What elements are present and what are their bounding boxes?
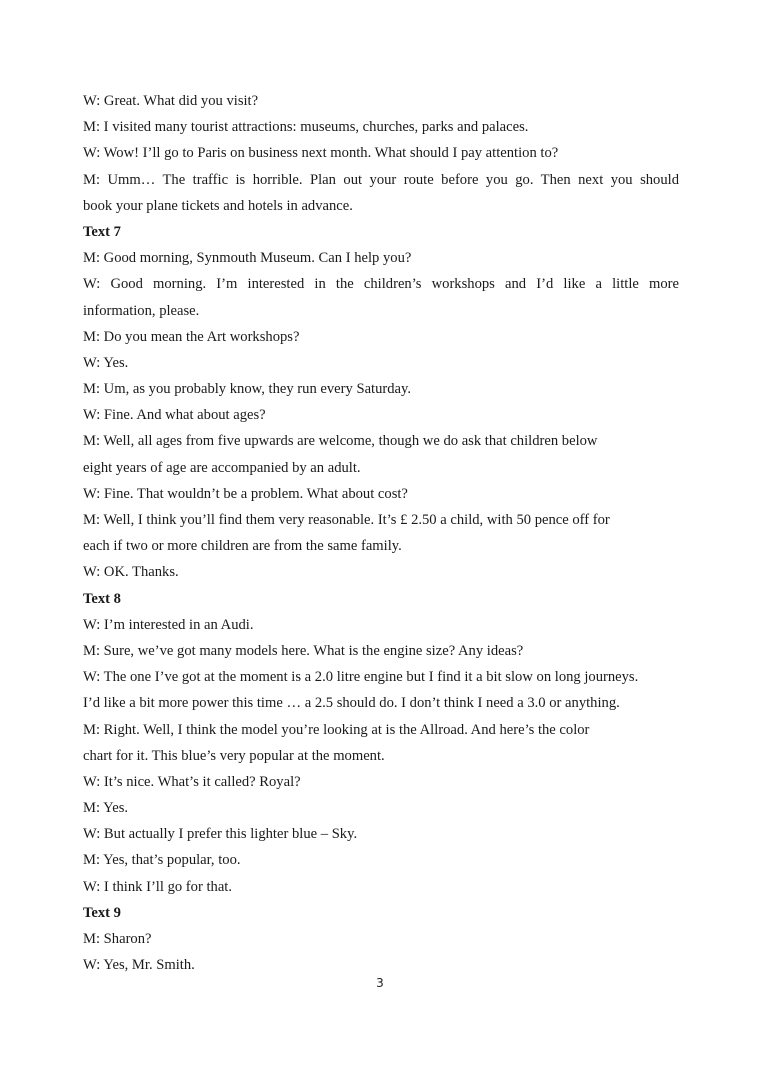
dialogue-line: M: Sharon?: [83, 931, 152, 947]
dialogue-line: W: OK. Thanks.: [83, 564, 179, 581]
dialogue-line: W: Fine. And what about ages?: [83, 407, 266, 424]
dialogue-line: M: Well, I think you’ll find them very reasonable. It’s £ 2.50 a child, with 50 pence off for: [83, 512, 610, 528]
dialogue-line: W: The one I’ve got at the moment is a 2.0 litre engine but I find it a bit slow on long journeys.: [83, 669, 639, 686]
dialogue-line: W: Yes, Mr. Smith.: [83, 957, 195, 974]
dialogue-line: M: Yes, that’s popular, too.: [83, 852, 241, 869]
dialogue-line: eight years of age are accompanied by an adult.: [83, 459, 361, 476]
section-heading-text-7: Text 7: [83, 223, 121, 240]
dialogue-line: information, please.: [83, 302, 200, 319]
section-heading-text-9: Text 9: [83, 904, 121, 921]
dialogue-line: I’d like a bit more power this time … a 2.5 should do. I don’t think I need a 3.0 or anything.: [83, 695, 620, 712]
dialogue-line: M: I visited many tourist attractions: museums, churches, parks and palaces.: [83, 119, 529, 136]
dialogue-line: M: Um, as you probably know, they run every Saturday.: [83, 381, 412, 398]
dialogue-line: W: Yes.: [83, 354, 129, 371]
dialogue-line: W: I think I’ll go for that.: [83, 878, 233, 895]
dialogue-line: W: Good morning. I’m interested in the children’s workshops and I’d like a little more: [83, 276, 679, 293]
section-heading-text-8: Text 8: [83, 590, 121, 607]
dialogue-line: M: Sure, we’ve got many models here. What is the engine size? Any ideas?: [83, 642, 524, 659]
dialogue-line: each if two or more children are from the same family.: [83, 538, 402, 555]
dialogue-line: chart for it. This blue’s very popular at the moment.: [83, 747, 385, 764]
dialogue-line: W: It’s nice. What’s it called? Royal?: [83, 773, 301, 790]
dialogue-line: M: Umm… The traffic is horrible. Plan out your route before you go. Then next you should: [83, 171, 679, 188]
dialogue-line: book your plane tickets and hotels in advance.: [83, 197, 353, 214]
dialogue-line: W: Fine. That wouldn’t be a problem. What about cost?: [83, 485, 408, 502]
dialogue-line: W: Great. What did you visit?: [83, 93, 259, 109]
dialogue-line: W: Wow! I’ll go to Paris on business next month. What should I pay attention to?: [83, 145, 559, 162]
dialogue-line: M: Well, all ages from five upwards are welcome, though we do ask that children below: [83, 433, 598, 450]
dialogue-line: M: Right. Well, I think the model you’re looking at is the Allroad. And here’s the color: [83, 721, 590, 738]
dialogue-line: W: But actually I prefer this lighter blue – Sky.: [83, 826, 358, 843]
page-number: 3: [376, 976, 384, 990]
dialogue-line: M: Yes.: [83, 800, 129, 817]
page-content: [83, 88, 679, 978]
dialogue-line: W: I’m interested in an Audi.: [83, 616, 254, 633]
dialogue-line: M: Good morning, Synmouth Museum. Can I help you?: [83, 250, 412, 267]
dialogue-line: M: Do you mean the Art workshops?: [83, 328, 300, 345]
